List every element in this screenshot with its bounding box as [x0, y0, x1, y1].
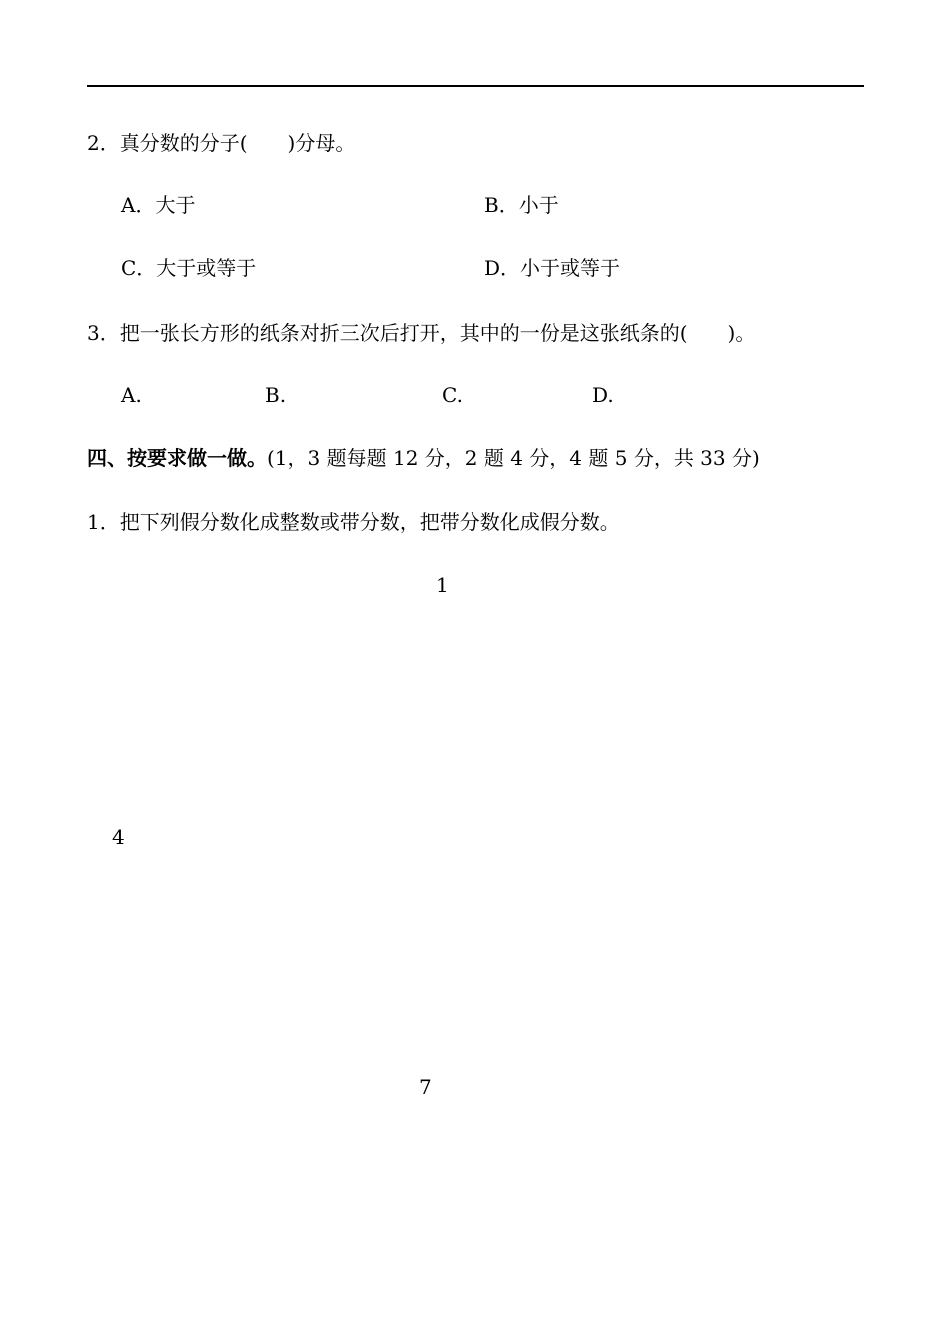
question-3-option-b: B.: [265, 383, 287, 407]
section-4-header: [87, 445, 760, 471]
question-2-option-b: B．小于: [484, 193, 559, 217]
question-2-stem: 2．真分数的分子( )分母。: [87, 131, 356, 155]
fraction-fragment-4: 4: [112, 825, 125, 849]
question-2-option-a: A．大于: [121, 193, 196, 217]
fraction-fragment-7: 7: [419, 1075, 432, 1099]
question-3-option-a: A.: [121, 383, 142, 407]
question-3-stem: 3．把一张长方形的纸条对折三次后打开，其中的一份是这张纸条的( )。: [87, 321, 756, 345]
question-3-option-c: C.: [442, 383, 463, 407]
question-2-option-d: D．小于或等于: [484, 256, 621, 280]
question-3-option-d: D.: [592, 383, 614, 407]
section-4-heading: 四、按要求做一做。: [87, 446, 267, 470]
fraction-fragment-1: 1: [436, 573, 449, 597]
section-4-scoring: (1，3 题每题 12 分，2 题 4 分，4 题 5 分，共 33 分): [267, 446, 760, 470]
section-4-question-1-stem: 1．把下列假分数化成整数或带分数，把带分数化成假分数。: [87, 510, 620, 534]
header-rule: [87, 85, 864, 87]
question-2-option-c: C．大于或等于: [121, 256, 257, 280]
